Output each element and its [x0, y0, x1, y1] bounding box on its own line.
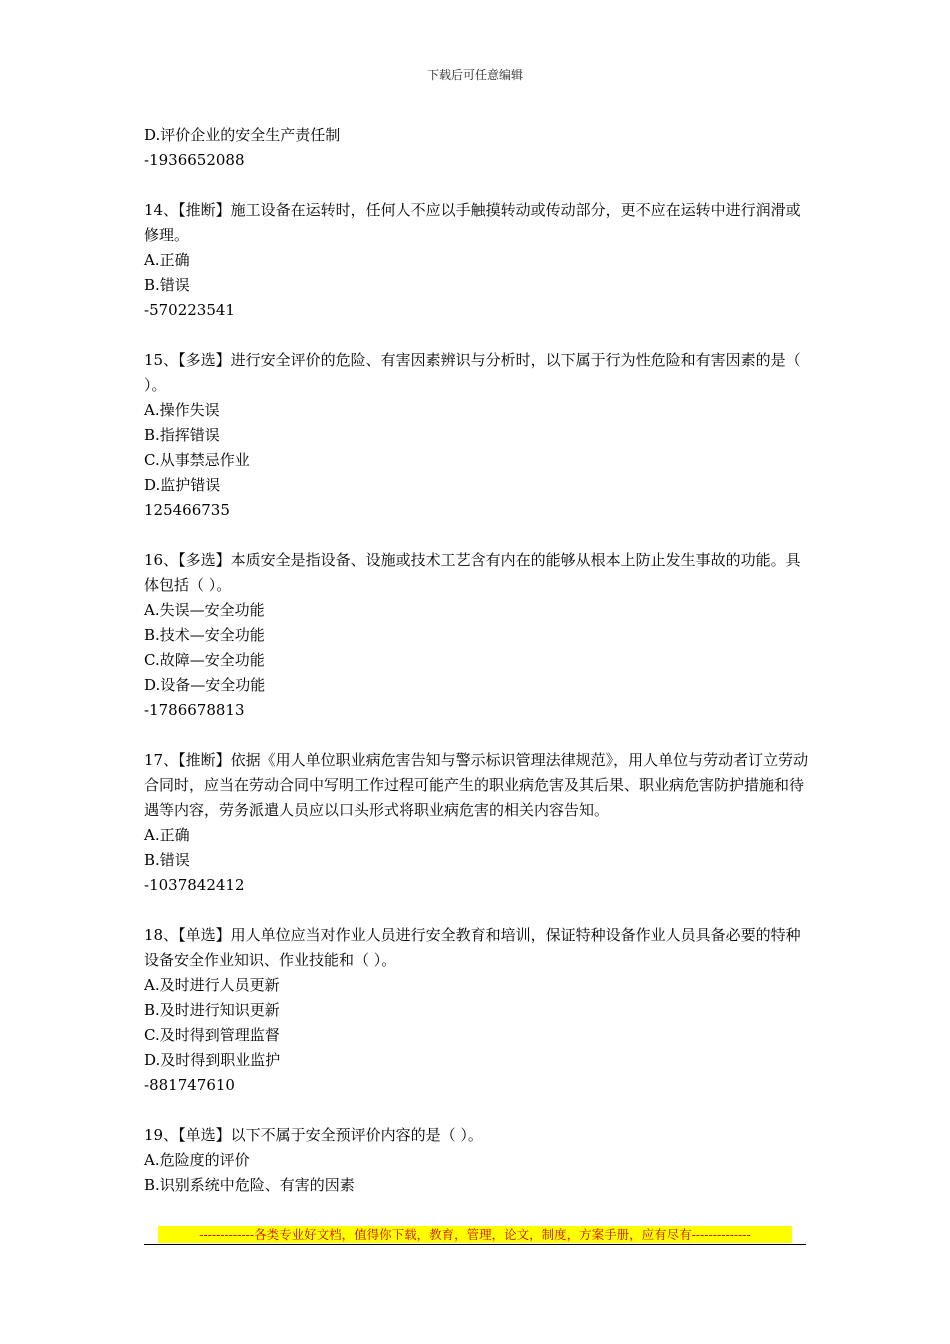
text-line: 18、【单选】用人单位应当对作业人员进行安全教育和培训，保证特种设备作业人员具备必要的特种设备安全作业知识、作业技能和（ ）。	[144, 926, 801, 969]
text-line: A.失误—安全功能	[144, 601, 265, 619]
text-line: B.技术—安全功能	[144, 626, 265, 644]
text-line: D.及时得到职业监护	[144, 1051, 281, 1069]
text-line: D.评价企业的安全生产责任制	[144, 126, 341, 144]
text-line: -1037842412	[144, 876, 245, 894]
question-block	[144, 548, 812, 723]
text-line: -1786678813	[144, 701, 245, 719]
question-block	[144, 923, 812, 1098]
question-block	[144, 198, 812, 323]
text-line: 125466735	[144, 501, 230, 519]
question-block	[144, 1123, 812, 1198]
footer-rule	[144, 1244, 806, 1245]
text-line: -881747610	[144, 1076, 235, 1094]
text-line: 16、【多选】本质安全是指设备、设施或技术工艺含有内在的能够从根本上防止发生事故的功能。具体包括（ ）。	[144, 551, 801, 594]
text-line: B.及时进行知识更新	[144, 1001, 280, 1019]
text-line: B.识别系统中危险、有害的因素	[144, 1176, 355, 1194]
text-line: 14、【推断】施工设备在运转时，任何人不应以手触摸转动或传动部分，更不应在运转中进行润滑或修理。	[144, 201, 801, 244]
footer-banner: -------------各类专业好文档，值得你下载，教育，管理，论文，制度，方案手册，应有尽有--------------	[158, 1226, 792, 1243]
text-line: A.正确	[144, 251, 190, 269]
question-block	[144, 123, 812, 173]
text-line: -1936652088	[144, 151, 245, 169]
text-line: C.从事禁忌作业	[144, 451, 250, 469]
text-line: A.操作失误	[144, 401, 220, 419]
text-line: B.指挥错误	[144, 426, 220, 444]
question-block	[144, 348, 812, 523]
text-line: A.及时进行人员更新	[144, 976, 280, 994]
document-body	[144, 123, 812, 1223]
text-line: 15、【多选】进行安全评价的危险、有害因素辨识与分析时，以下属于行为性危险和有害因素的是（ ）。	[144, 351, 806, 394]
text-line: D.设备—安全功能	[144, 676, 266, 694]
text-line: C.故障—安全功能	[144, 651, 265, 669]
text-line: B.错误	[144, 851, 190, 869]
text-line: 17、【推断】依据《用人单位职业病危害告知与警示标识管理法律规范》，用人单位与劳动者订立劳动合同时，应当在劳动合同中写明工作过程可能产生的职业病危害及其后果、职业病危害防护措施和待遇等内容，劳务派遣人员应以口头形式将职业病危害的相关内容告知。	[144, 751, 809, 819]
text-line: -570223541	[144, 301, 235, 319]
text-line: D.监护错误	[144, 476, 221, 494]
page-header: 下载后可任意编辑	[426, 68, 523, 82]
text-line: A.危险度的评价	[144, 1151, 250, 1169]
question-block	[144, 748, 812, 898]
text-line: B.错误	[144, 276, 190, 294]
text-line: C.及时得到管理监督	[144, 1026, 280, 1044]
text-line: 19、【单选】以下不属于安全预评价内容的是（ ）。	[144, 1126, 483, 1144]
text-line: A.正确	[144, 826, 190, 844]
